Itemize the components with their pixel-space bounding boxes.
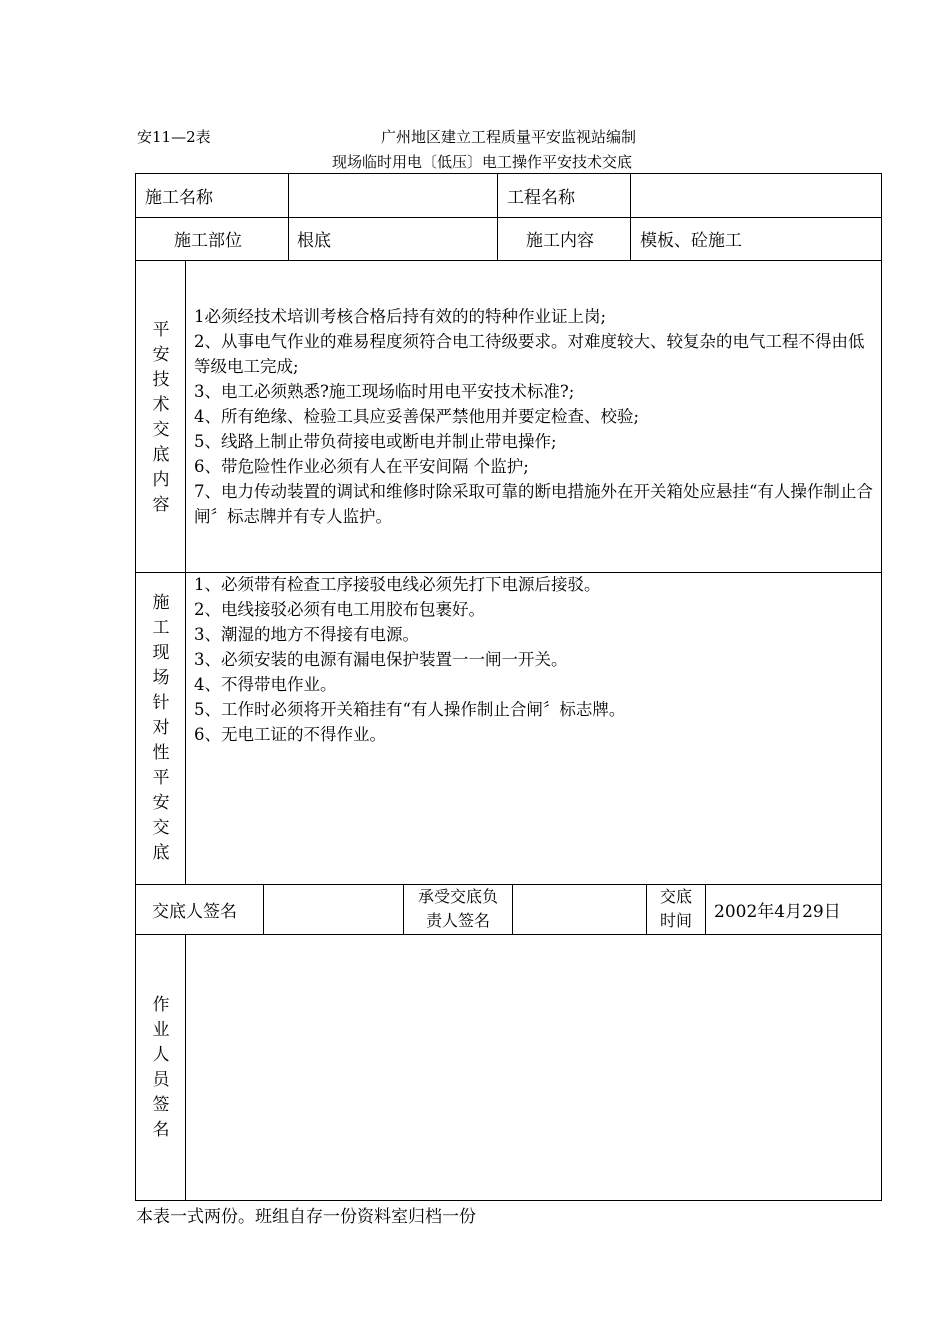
row-divider: [135, 260, 882, 261]
project-name-label: 工程名称: [507, 187, 575, 208]
project-name-value[interactable]: [640, 173, 875, 217]
label-char: 现: [152, 643, 170, 663]
label-char: 平: [152, 320, 170, 340]
discloser-signature-field[interactable]: [268, 884, 398, 934]
disclosure-item: 6、带危险性作业必须有人在平安间隔 个监护;: [194, 457, 529, 476]
disclosure-item: 4、不得带电作业。: [194, 675, 337, 694]
form-number: 安11—2表: [137, 128, 211, 146]
label-char: 底: [152, 445, 170, 465]
receiver-label-line1: 承受交底负: [417, 887, 498, 906]
label-char: 工: [152, 618, 170, 638]
label-char: 员: [152, 1070, 170, 1090]
disclosure-item: 4、所有绝缘、检验工具应妥善保严禁他用并要定检查、校验;: [194, 407, 640, 426]
disclosure-item: 2、从事电气作业的难易程度须符合电工待级要求。对难度较大、较复杂的电气工程不得由低等级电工完成;: [194, 332, 865, 376]
disclosure-item: 3、电工必须熟悉?施工现场临时用电平安技术标准?;: [194, 382, 575, 401]
footer-note: 本表一式两份。班组自存一份资料室归档一份: [136, 1207, 476, 1227]
label-char: 人: [152, 1045, 170, 1065]
col-divider: [512, 884, 513, 934]
site-specific-disclosure-label: [151, 591, 171, 866]
disclosure-item: 3、必须安装的电源有漏电保护装置一一闸一开关。: [194, 650, 568, 669]
col-divider: [185, 260, 186, 884]
disclosure-item: 2、电线接驳必须有电工用胶布包裹好。: [194, 600, 485, 619]
receiver-label-line2: 责人签名: [425, 911, 490, 930]
label-char: 内: [152, 470, 170, 490]
col-divider: [705, 884, 706, 934]
construction-name-label: 施工名称: [145, 187, 213, 208]
label-char: 交: [152, 818, 170, 838]
construction-content-value[interactable]: 模板、砼施工: [640, 231, 742, 251]
issuing-org: 广州地区建立工程质量平安监视站编制: [381, 128, 637, 146]
receiver-signature-field[interactable]: [517, 884, 641, 934]
col-divider: [403, 884, 404, 934]
safety-disclosure-label: [151, 318, 171, 518]
disclosure-item: 6、无电工证的不得作业。: [194, 725, 386, 744]
col-divider: [288, 173, 289, 260]
label-char: 场: [152, 668, 170, 688]
disclosure-item: 5、线路上制止带负荷接电或断电并制止带电操作;: [194, 432, 557, 451]
label-char: 施: [152, 593, 170, 613]
label-char: 安: [152, 345, 170, 365]
document-title: 现场临时用电〔低压〕电工操作平安技术交底: [332, 153, 633, 171]
label-char: 作: [152, 995, 170, 1015]
worker-signature-area[interactable]: [186, 935, 881, 1200]
row-divider: [135, 217, 882, 218]
label-char: 底: [152, 843, 170, 863]
col-divider: [497, 173, 498, 260]
label-char: 技: [152, 370, 170, 390]
disclosure-item: 7、电力传动装置的调试和维修时除采取可靠的断电措施外在开关箱处应悬挂“有人操作制止合闸〞标志牌并有专人监护。: [194, 482, 873, 526]
col-divider: [646, 884, 647, 934]
label-char: 交: [152, 420, 170, 440]
label-char: 容: [152, 495, 170, 515]
construction-part-label: 施工部位: [174, 231, 242, 251]
construction-name-value[interactable]: [296, 173, 491, 217]
site-specific-disclosure-content: [194, 572, 876, 747]
construction-part-value[interactable]: 根底: [297, 231, 331, 251]
label-char: 平: [152, 768, 170, 788]
disclosure-item: 3、潮湿的地方不得接有电源。: [194, 625, 419, 644]
disclosure-time-label: [648, 885, 704, 933]
label-char: 针: [152, 693, 170, 713]
col-divider: [263, 884, 264, 934]
label-char: 术: [152, 395, 170, 415]
time-label-line2: 时间: [659, 911, 692, 930]
label-char: 业: [152, 1020, 170, 1040]
worker-signature-label: [151, 993, 171, 1143]
time-label-line1: 交底: [659, 887, 692, 906]
label-char: 名: [152, 1120, 170, 1140]
discloser-signature-label: 交底人签名: [152, 901, 237, 922]
construction-content-label: 施工内容: [526, 231, 594, 251]
receiver-signature-label: [408, 885, 508, 933]
disclosure-item: 5、工作时必须将开关箱挂有“有人操作制止合闸〞标志牌。: [194, 700, 626, 719]
label-char: 对: [152, 718, 170, 738]
disclosure-item: 1、必须带有检查工序接驳电线必须先打下电源后接驳。: [194, 575, 601, 594]
disclosure-date[interactable]: 2002年4月29日: [714, 901, 841, 922]
label-char: 签: [152, 1095, 170, 1115]
label-char: 性: [152, 743, 170, 763]
disclosure-item: 1必须经技术培训考核合格后持有效的的特种作业证上岗;: [194, 307, 607, 326]
safety-disclosure-content: [194, 304, 876, 529]
label-char: 安: [152, 793, 170, 813]
col-divider: [630, 173, 631, 260]
